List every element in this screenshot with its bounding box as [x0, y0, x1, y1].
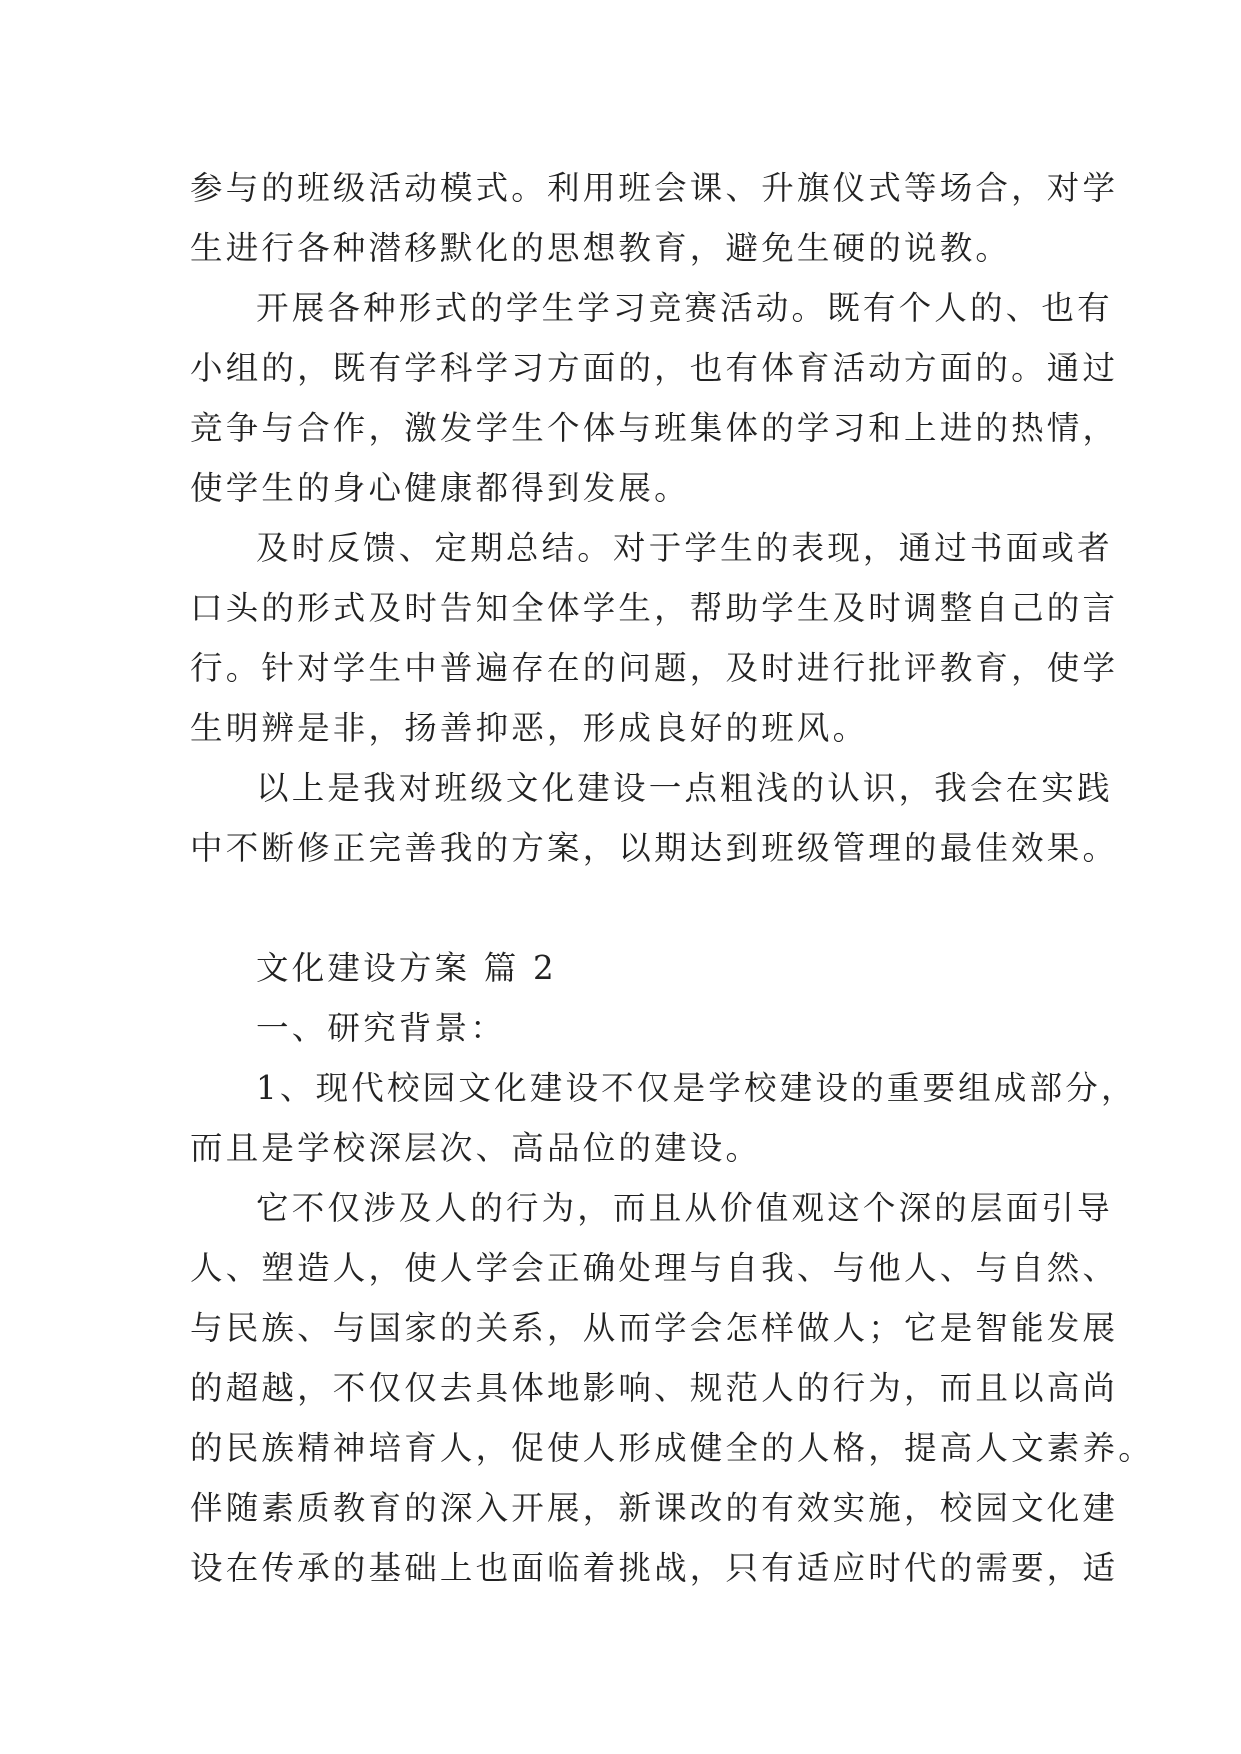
text-line: 而且是学校深层次、高品位的建设。	[190, 1129, 762, 1167]
section-title: 文化建设方案 篇 2	[256, 949, 557, 987]
text-line: 以上是我对班级文化建设一点粗浅的认识，我会在实践	[256, 769, 1113, 807]
paragraph-competition	[190, 278, 1119, 518]
text-line: 的超越，不仅仅去具体地影响、规范人的行为，而且以高尚	[190, 1369, 1119, 1407]
text-line: 生明辨是非，扬善抑恶，形成良好的班风。	[190, 709, 869, 747]
text-line: 参与的班级活动模式。利用班会课、升旗仪式等场合，对学	[190, 169, 1119, 207]
text-line: 中不断修正完善我的方案，以期达到班级管理的最佳效果。	[190, 829, 1119, 867]
text-line: 小组的，既有学科学习方面的，也有体育活动方面的。通过	[190, 349, 1119, 387]
text-line: 人、塑造人，使人学会正确处理与自我、与他人、与自然、	[190, 1249, 1119, 1287]
text-line: 生进行各种潜移默化的思想教育，避免生硬的说教。	[190, 229, 1012, 267]
text-line: 口头的形式及时告知全体学生，帮助学生及时调整自己的言	[190, 589, 1119, 627]
text-line: 伴随素质教育的深入开展，新课改的有效实施，校园文化建	[190, 1489, 1119, 1527]
document-body	[190, 158, 1154, 1598]
paragraph-feedback	[190, 518, 1119, 758]
section-heading: 一、研究背景：	[256, 1009, 506, 1047]
text-line: 开展各种形式的学生学习竞赛活动。既有个人的、也有	[256, 289, 1113, 327]
text-line: 使学生的身心健康都得到发展。	[190, 469, 690, 507]
text-line: 与民族、与国家的关系，从而学会怎样做人；它是智能发展	[190, 1309, 1119, 1347]
text-line: 行。针对学生中普遍存在的问题，及时进行批评教育，使学	[190, 649, 1119, 687]
blank-line	[190, 878, 1052, 938]
paragraph-background-1	[190, 1058, 1137, 1178]
paragraph-continued	[190, 158, 1119, 278]
text-line: 的民族精神培育人，促使人形成健全的人格，提高人文素养。	[190, 1429, 1154, 1467]
text-line: 1、现代校园文化建设不仅是学校建设的重要组成部分，	[256, 1069, 1137, 1107]
paragraph-conclusion	[190, 758, 1119, 878]
paragraph-background-2	[190, 1178, 1154, 1598]
text-line: 及时反馈、定期总结。对于学生的表现，通过书面或者	[256, 529, 1113, 567]
text-line: 它不仅涉及人的行为，而且从价值观这个深的层面引导	[256, 1189, 1113, 1227]
text-line: 竞争与合作，激发学生个体与班集体的学习和上进的热情，	[190, 409, 1119, 447]
text-line: 设在传承的基础上也面临着挑战，只有适应时代的需要，适	[190, 1549, 1119, 1587]
